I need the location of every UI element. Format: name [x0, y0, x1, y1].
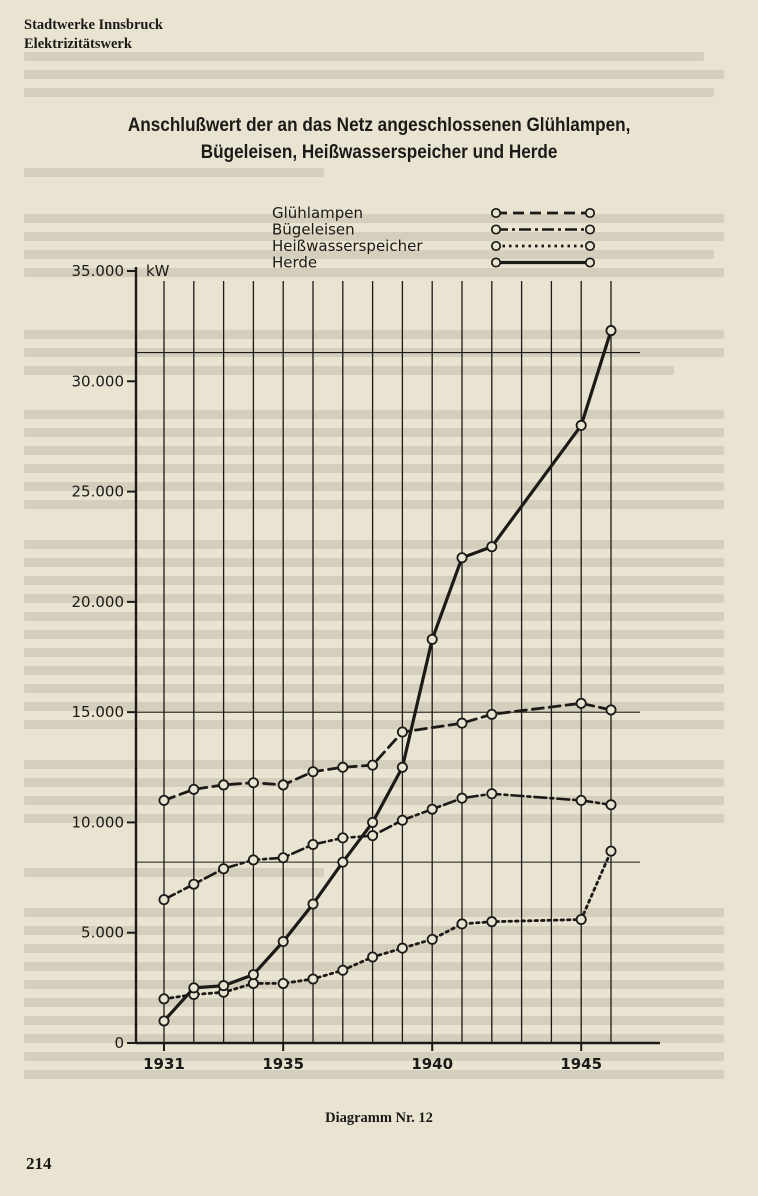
- data-point-marker: [487, 789, 496, 798]
- legend-label: Heißwasserspeicher: [272, 237, 423, 255]
- header-department: Elektrizitätswerk: [24, 36, 132, 52]
- series-line-0: [164, 703, 611, 800]
- data-point-marker: [338, 763, 347, 772]
- data-point-marker: [457, 794, 466, 803]
- legend-marker: [492, 242, 500, 250]
- x-tick-label: 1931: [143, 1055, 185, 1073]
- data-point-marker: [308, 840, 317, 849]
- legend-marker: [586, 209, 594, 217]
- data-point-marker: [457, 553, 466, 562]
- page-number: 214: [26, 1154, 52, 1173]
- legend-marker: [492, 225, 500, 233]
- header-publisher: Stadtwerke Innsbruck: [24, 17, 163, 33]
- data-point-marker: [189, 880, 198, 889]
- legend-marker: [586, 225, 594, 233]
- data-point-marker: [308, 899, 317, 908]
- data-point-marker: [606, 800, 615, 809]
- legend-marker: [586, 242, 594, 250]
- data-point-marker: [279, 937, 288, 946]
- data-point-marker: [398, 763, 407, 772]
- legend-marker: [586, 258, 594, 266]
- data-point-marker: [159, 796, 168, 805]
- data-point-marker: [308, 974, 317, 983]
- data-point-marker: [249, 970, 258, 979]
- data-point-marker: [249, 979, 258, 988]
- x-tick-label: 1940: [411, 1055, 454, 1073]
- legend-marker: [492, 258, 500, 266]
- data-point-marker: [189, 983, 198, 992]
- chart-title-line-2: Bügeleisen, Heißwasserspeicher und Herde: [200, 141, 558, 163]
- y-axis-unit-label: kW: [146, 262, 170, 280]
- data-point-marker: [398, 816, 407, 825]
- data-point-marker: [457, 919, 466, 928]
- data-point-marker: [279, 853, 288, 862]
- data-point-marker: [219, 864, 228, 873]
- data-point-marker: [428, 805, 437, 814]
- data-point-marker: [398, 727, 407, 736]
- y-tick-label: 0: [114, 1034, 124, 1052]
- data-point-marker: [249, 778, 258, 787]
- chart-title-line-1: Anschlußwert der an das Netz angeschlossenen Glühlampen,: [127, 114, 631, 136]
- data-point-marker: [219, 981, 228, 990]
- data-point-marker: [368, 831, 377, 840]
- data-point-marker: [487, 542, 496, 551]
- data-point-marker: [159, 994, 168, 1003]
- series-line-1: [164, 794, 611, 900]
- y-tick-label: 15.000: [71, 703, 124, 722]
- data-point-marker: [577, 915, 586, 924]
- series-line-3: [164, 331, 611, 1021]
- legend-label: Bügeleisen: [272, 220, 355, 239]
- data-point-marker: [368, 952, 377, 961]
- data-point-marker: [487, 917, 496, 926]
- series-line-2: [164, 851, 611, 999]
- x-tick-label: 1935: [262, 1055, 305, 1073]
- y-tick-label: 30.000: [71, 372, 124, 391]
- data-point-marker: [428, 635, 437, 644]
- data-point-marker: [577, 699, 586, 708]
- data-point-marker: [606, 326, 615, 335]
- data-point-marker: [368, 760, 377, 769]
- data-point-marker: [159, 895, 168, 904]
- data-point-marker: [219, 780, 228, 789]
- data-point-marker: [606, 847, 615, 856]
- data-point-marker: [338, 833, 347, 842]
- data-point-marker: [249, 855, 258, 864]
- data-point-marker: [189, 785, 198, 794]
- legend-label: Herde: [272, 253, 318, 272]
- data-point-marker: [487, 710, 496, 719]
- series-lines: [159, 326, 615, 1026]
- legend-marker: [492, 209, 500, 217]
- x-tick-label: 1945: [560, 1055, 603, 1073]
- axes: [72, 262, 661, 1073]
- data-point-marker: [338, 966, 347, 975]
- data-point-marker: [279, 979, 288, 988]
- data-point-marker: [398, 944, 407, 953]
- figure-caption: Diagramm Nr. 12: [325, 1110, 433, 1126]
- y-tick-label: 25.000: [71, 482, 124, 501]
- grid-lines: [136, 281, 640, 1043]
- y-tick-label: 10.000: [71, 813, 124, 832]
- data-point-marker: [368, 818, 377, 827]
- data-point-marker: [606, 705, 615, 714]
- legend-label: Glühlampen: [272, 204, 364, 222]
- data-point-marker: [159, 1016, 168, 1025]
- y-tick-label: 20.000: [71, 592, 124, 611]
- data-point-marker: [457, 719, 466, 728]
- data-point-marker: [308, 767, 317, 776]
- data-point-marker: [338, 858, 347, 867]
- y-tick-label: 35.000: [71, 262, 124, 280]
- y-tick-label: 5.000: [81, 923, 124, 942]
- data-point-marker: [577, 796, 586, 805]
- data-point-marker: [279, 780, 288, 789]
- data-point-marker: [428, 935, 437, 944]
- data-point-marker: [577, 421, 586, 430]
- legend: [272, 204, 594, 272]
